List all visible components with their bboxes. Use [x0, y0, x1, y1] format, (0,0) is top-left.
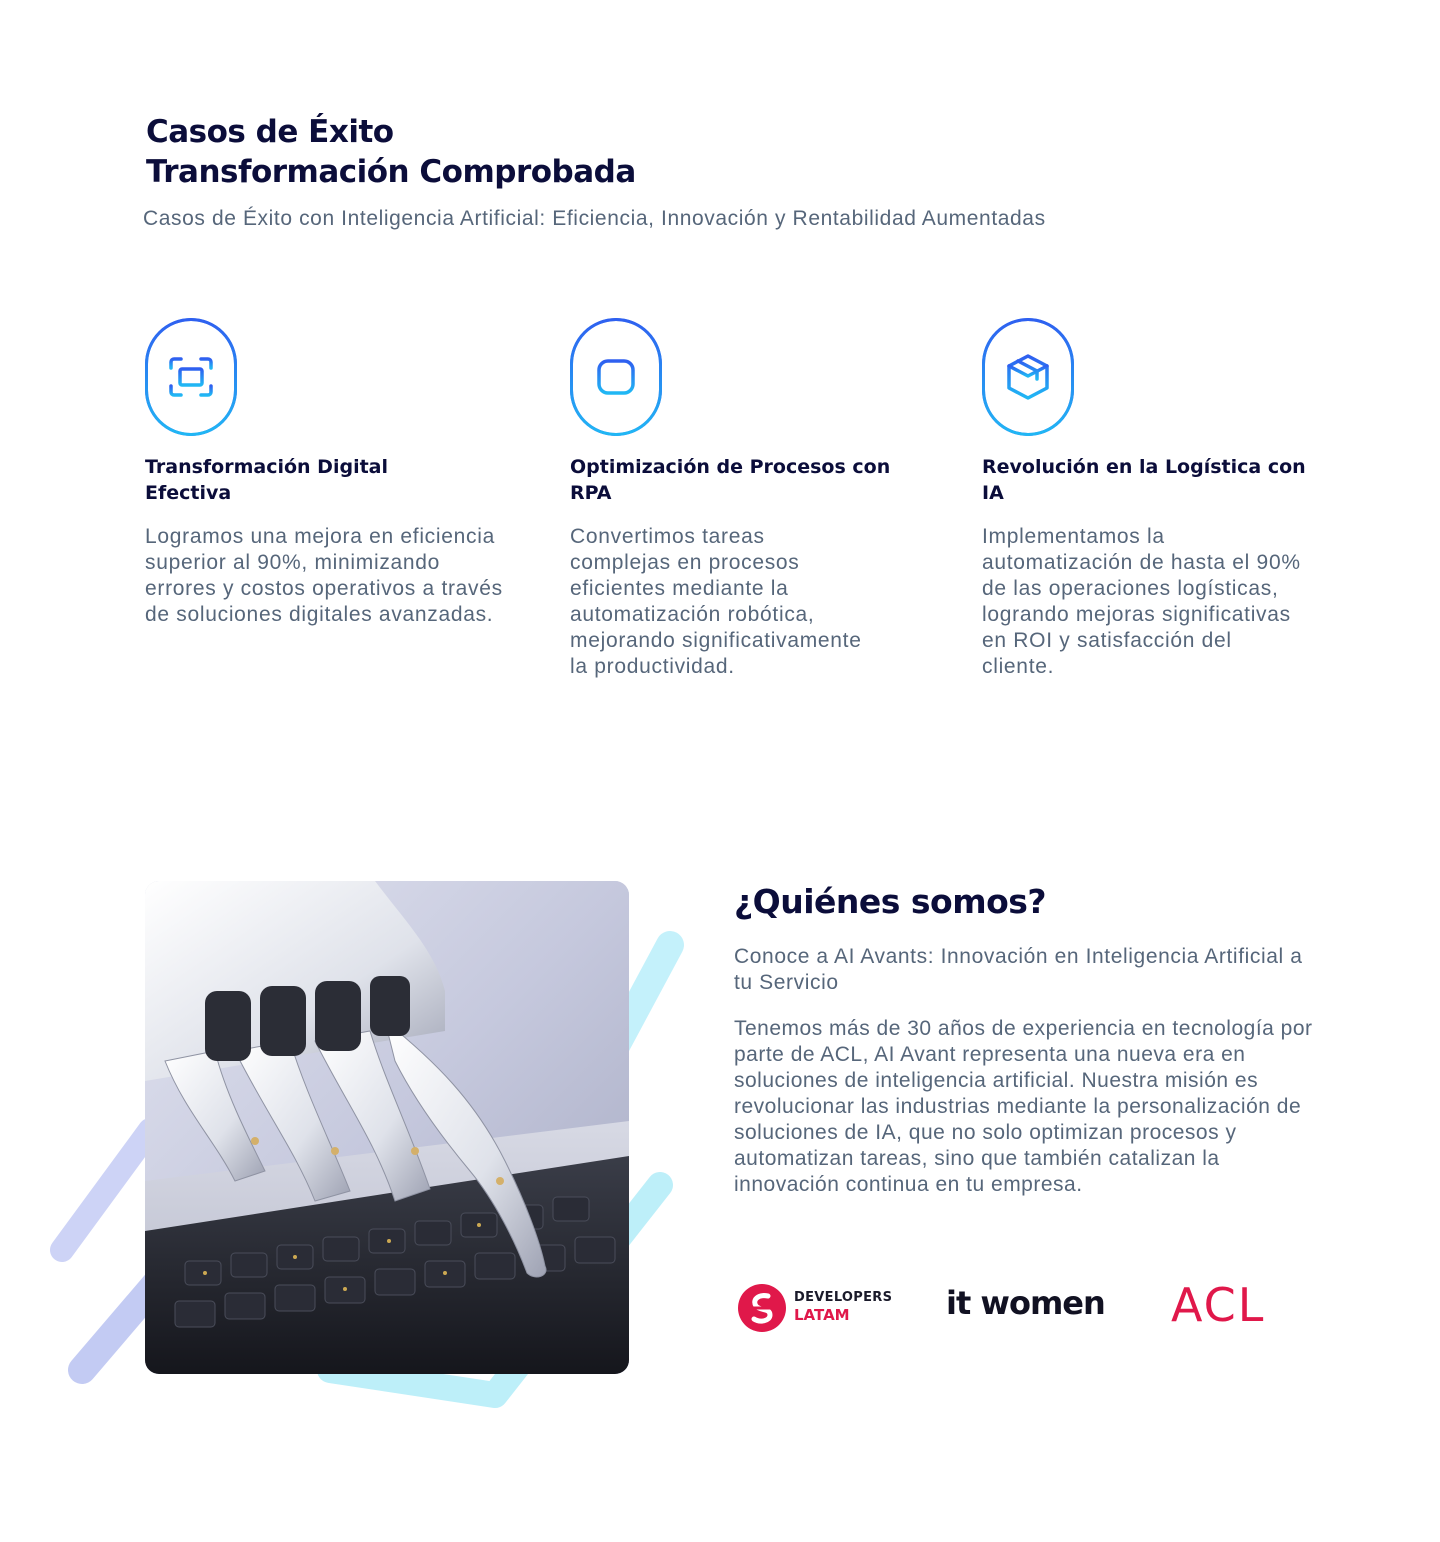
case-card-digital-transformation — [145, 318, 515, 628]
case-card-logistics — [982, 318, 1322, 680]
box-icon — [982, 318, 1074, 436]
page-title-line1: Casos de Éxito — [146, 114, 394, 150]
developers-latam-logo — [738, 1282, 898, 1332]
developers-latam-line2: LATAM — [794, 1306, 850, 1324]
about-body: Tenemos más de 30 años de experiencia en tecnología por parte de ACL, AI Avant representa una nueva era en soluciones de inteligencia artificial. Nuestra misión es revolucionar las industrias mediante la personalización de soluciones de IA, que no solo optimizan procesos y automatizan tareas, sino que también catalizan la innovación continua en tu empresa. — [734, 1017, 1313, 1196]
robot-hand-illustration — [145, 881, 629, 1374]
robot-icon — [570, 318, 662, 436]
about-subtitle: Conoce a AI Avants: Innovación en Inteligencia Artificial a tu Servicio — [734, 945, 1303, 994]
scan-icon — [145, 318, 237, 436]
robot-hand-image — [145, 881, 629, 1374]
acl-logo: ACL — [1171, 1278, 1266, 1332]
page-subtitle: Casos de Éxito con Inteligencia Artificial: Eficiencia, Innovación y Rentabilidad Aumentadas — [143, 207, 1046, 230]
page-title-line2: Transformación Comprobada — [146, 154, 636, 190]
case-card-rpa — [570, 318, 915, 680]
case-description: Implementamos la automatización de hasta el 90% de las operaciones logísticas, logrando mejoras significativas en ROI y satisfacción del cliente. — [982, 525, 1301, 678]
case-title: Revolución en la Logística con IA — [982, 456, 1306, 504]
developers-latam-mark-icon — [738, 1284, 786, 1332]
case-title: Transformación Digital Efectiva — [145, 456, 388, 504]
it-women-logo: it women — [946, 1284, 1105, 1322]
case-title: Optimización de Procesos con RPA — [570, 456, 891, 504]
about-title: ¿Quiénes somos? — [734, 882, 1047, 921]
developers-latam-line1: DEVELOPERS — [794, 1290, 893, 1305]
case-description: Convertimos tareas complejas en procesos eficientes mediante la automatización robótica, mejorando significativamente la productividad. — [570, 525, 862, 678]
page-title — [146, 112, 636, 192]
case-description: Logramos una mejora en eficiencia superior al 90%, minimizando errores y costos operativos a través de soluciones digitales avanzadas. — [145, 525, 503, 626]
